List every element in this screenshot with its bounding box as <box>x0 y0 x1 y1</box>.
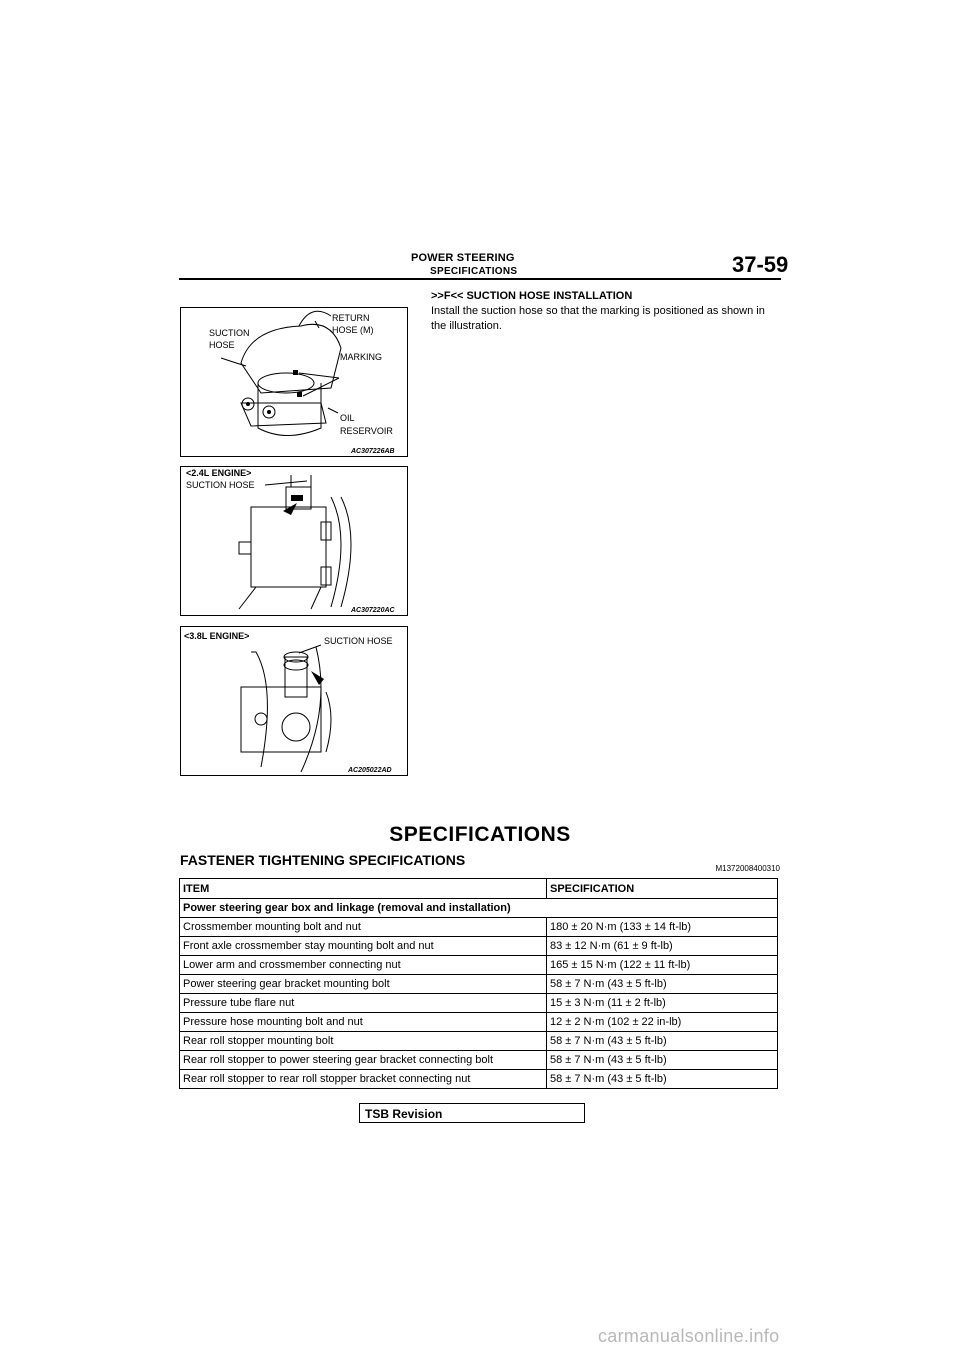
procedure-text: Install the suction hose so that the marking is positioned as shown in the illustration. <box>431 305 765 332</box>
procedure-heading: >>F<< SUCTION HOSE INSTALLATION <box>431 290 633 302</box>
label-engine-38l: <3.8L ENGINE> <box>184 631 250 641</box>
spec-cell: 165 ± 15 N·m (122 ± 11 ft-lb) <box>547 956 778 975</box>
figure-reservoir-marking <box>180 307 408 457</box>
label-suction-hose-38l: SUCTION HOSE <box>324 636 393 646</box>
fastener-title: FASTENER TIGHTENING SPECIFICATIONS <box>180 852 466 868</box>
label-return-hose: RETURN <box>332 313 370 323</box>
item-cell: Lower arm and crossmember connecting nut <box>180 956 547 975</box>
item-cell: Rear roll stopper to rear roll stopper bracket connecting nut <box>180 1070 547 1089</box>
fastener-spec-table <box>179 878 778 1089</box>
item-cell: Rear roll stopper mounting bolt <box>180 1032 547 1051</box>
figure-code: AC307220AC <box>351 607 395 614</box>
figure-24l-engine <box>180 466 408 616</box>
tsb-revision-box: TSB Revision <box>359 1103 585 1123</box>
label-engine-24l: <2.4L ENGINE> <box>186 468 252 478</box>
table-row <box>180 956 778 975</box>
label-return-hose-2: HOSE (M) <box>332 325 374 335</box>
label-oil-reservoir-2: RESERVOIR <box>340 426 393 436</box>
spec-cell: 58 ± 7 N·m (43 ± 5 ft-lb) <box>547 1032 778 1051</box>
pump-24l-illustration <box>181 467 407 615</box>
table-row <box>180 1013 778 1032</box>
spec-cell: 12 ± 2 N·m (102 ± 22 in-lb) <box>547 1013 778 1032</box>
watermark: carmanualsonline.info <box>598 1326 780 1346</box>
spec-cell: 58 ± 7 N·m (43 ± 5 ft-lb) <box>547 1051 778 1070</box>
table-group-row <box>180 899 778 918</box>
figure-38l-engine <box>180 626 408 776</box>
item-cell: Pressure hose mounting bolt and nut <box>180 1013 547 1032</box>
doc-code: M1372008400310 <box>715 864 780 873</box>
table-row <box>180 937 778 956</box>
page-number: 37-59 <box>732 252 789 277</box>
table-row <box>180 975 778 994</box>
reservoir-illustration <box>181 308 407 456</box>
item-cell: Front axle crossmember stay mounting bolt and nut <box>180 937 547 956</box>
table-row <box>180 1032 778 1051</box>
table-row <box>180 1070 778 1089</box>
spec-cell: 83 ± 12 N·m (61 ± 9 ft-lb) <box>547 937 778 956</box>
item-cell: Crossmember mounting bolt and nut <box>180 918 547 937</box>
column-header-specification: SPECIFICATION <box>547 879 778 899</box>
label-suction-hose: SUCTION <box>209 328 250 338</box>
item-cell: Pressure tube flare nut <box>180 994 547 1013</box>
group-label: Power steering gear box and linkage (removal and installation) <box>180 899 778 918</box>
table-row <box>180 994 778 1013</box>
table-row <box>180 918 778 937</box>
spec-cell: 180 ± 20 N·m (133 ± 14 ft-lb) <box>547 918 778 937</box>
header-rule <box>179 278 781 280</box>
label-marking: MARKING <box>340 352 383 362</box>
item-cell: Power steering gear bracket mounting bolt <box>180 975 547 994</box>
item-cell: Rear roll stopper to power steering gear bracket connecting bolt <box>180 1051 547 1070</box>
table-header-row <box>180 879 778 899</box>
spec-cell: 15 ± 3 N·m (11 ± 2 ft-lb) <box>547 994 778 1013</box>
spec-cell: 58 ± 7 N·m (43 ± 5 ft-lb) <box>547 1070 778 1089</box>
figure-code: AC307226AB <box>351 448 395 455</box>
specifications-title: SPECIFICATIONS <box>389 823 571 846</box>
column-header-item: ITEM <box>180 879 547 899</box>
pump-38l-illustration <box>181 627 407 775</box>
label-suction-hose-2: HOSE <box>209 340 235 350</box>
figure-code: AC205022AD <box>348 767 392 774</box>
subsection-title: SPECIFICATIONS <box>430 266 518 277</box>
table-row <box>180 1051 778 1070</box>
label-oil-reservoir: OIL <box>340 413 355 423</box>
spec-cell: 58 ± 7 N·m (43 ± 5 ft-lb) <box>547 975 778 994</box>
label-suction-hose-24l: SUCTION HOSE <box>186 480 255 490</box>
section-title: POWER STEERING <box>411 252 515 264</box>
